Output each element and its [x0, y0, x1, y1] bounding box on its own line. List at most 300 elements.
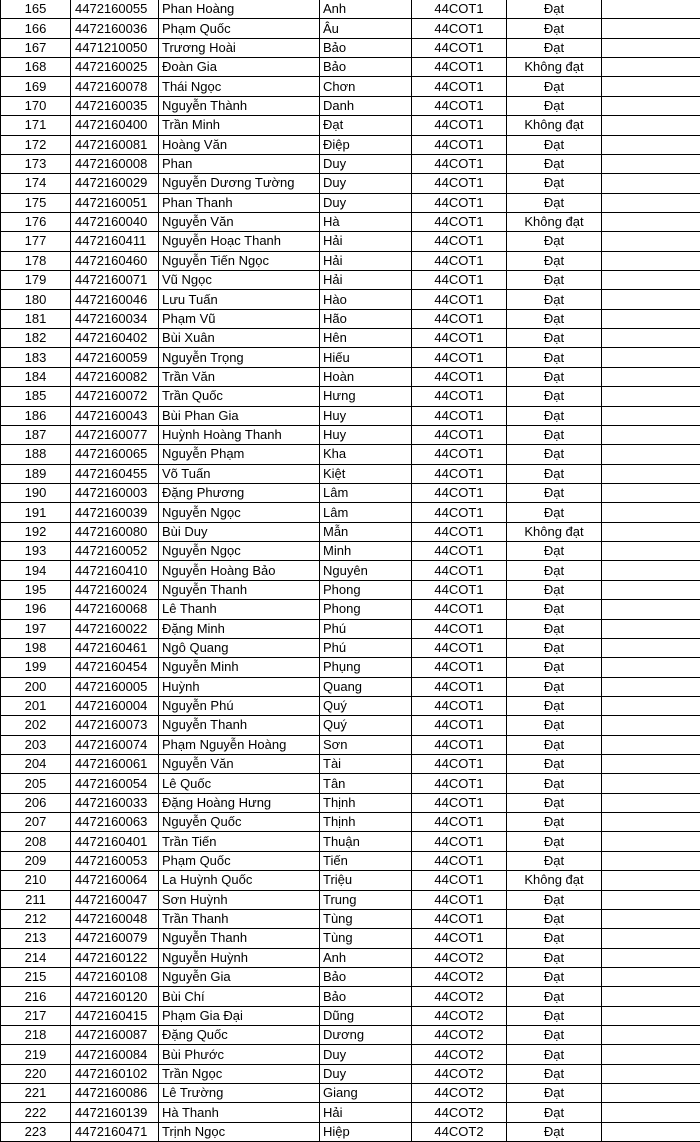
empty-cell: [602, 851, 700, 870]
student-id-cell: 4472160120: [71, 987, 159, 1006]
family-name-cell: Nguyễn Phú: [159, 696, 320, 715]
result-cell: Đạt: [507, 851, 602, 870]
empty-cell: [602, 0, 700, 19]
family-name-cell: Phan Thanh: [159, 193, 320, 212]
result-cell: Đạt: [507, 580, 602, 599]
row-number-cell: 218: [1, 1026, 71, 1045]
given-name-cell: Duy: [320, 1064, 412, 1083]
table-row: [1, 813, 700, 832]
empty-cell: [602, 271, 700, 290]
row-number-cell: 212: [1, 909, 71, 928]
table-row: [1, 522, 700, 541]
result-cell: Đạt: [507, 232, 602, 251]
empty-cell: [602, 638, 700, 657]
family-name-cell: Lê Thanh: [159, 600, 320, 619]
result-cell: Đạt: [507, 348, 602, 367]
class-cell: 44COT2: [412, 967, 507, 986]
row-number-cell: 207: [1, 813, 71, 832]
family-name-cell: Phan: [159, 154, 320, 173]
given-name-cell: Bảo: [320, 987, 412, 1006]
class-cell: 44COT1: [412, 406, 507, 425]
empty-cell: [602, 193, 700, 212]
table-row: [1, 96, 700, 115]
class-cell: 44COT1: [412, 793, 507, 812]
student-id-cell: 4472160063: [71, 813, 159, 832]
given-name-cell: Thịnh: [320, 793, 412, 812]
result-cell: Đạt: [507, 658, 602, 677]
row-number-cell: 201: [1, 696, 71, 715]
table-row: [1, 348, 700, 367]
class-cell: 44COT1: [412, 154, 507, 173]
given-name-cell: Huy: [320, 406, 412, 425]
family-name-cell: Lê Trường: [159, 1084, 320, 1103]
family-name-cell: Phạm Quốc: [159, 19, 320, 38]
row-number-cell: 185: [1, 387, 71, 406]
empty-cell: [602, 116, 700, 135]
family-name-cell: Phạm Vũ: [159, 309, 320, 328]
class-cell: 44COT1: [412, 503, 507, 522]
table-row: [1, 290, 700, 309]
student-id-cell: 4472160043: [71, 406, 159, 425]
empty-cell: [602, 232, 700, 251]
empty-cell: [602, 1103, 700, 1122]
student-id-cell: 4472160065: [71, 445, 159, 464]
given-name-cell: Tài: [320, 755, 412, 774]
result-cell: Đạt: [507, 464, 602, 483]
empty-cell: [602, 348, 700, 367]
family-name-cell: Nguyễn Gia: [159, 967, 320, 986]
given-name-cell: Quý: [320, 696, 412, 715]
result-cell: Đạt: [507, 967, 602, 986]
class-cell: 44COT1: [412, 658, 507, 677]
given-name-cell: Bảo: [320, 967, 412, 986]
row-number-cell: 214: [1, 948, 71, 967]
table-row: [1, 716, 700, 735]
student-id-cell: 4472160004: [71, 696, 159, 715]
given-name-cell: Chơn: [320, 77, 412, 96]
class-cell: 44COT1: [412, 638, 507, 657]
empty-cell: [602, 813, 700, 832]
row-number-cell: 190: [1, 483, 71, 502]
row-number-cell: 209: [1, 851, 71, 870]
student-id-cell: 4472160139: [71, 1103, 159, 1122]
empty-cell: [602, 871, 700, 890]
class-cell: 44COT1: [412, 58, 507, 77]
given-name-cell: Tiến: [320, 851, 412, 870]
family-name-cell: Trần Ngọc: [159, 1064, 320, 1083]
family-name-cell: Nguyễn Thanh: [159, 929, 320, 948]
student-id-cell: 4472160024: [71, 580, 159, 599]
student-id-cell: 4472160061: [71, 755, 159, 774]
row-number-cell: 169: [1, 77, 71, 96]
class-cell: 44COT1: [412, 96, 507, 115]
class-cell: 44COT1: [412, 348, 507, 367]
given-name-cell: Hưng: [320, 387, 412, 406]
table-row: [1, 329, 700, 348]
class-cell: 44COT1: [412, 329, 507, 348]
class-cell: 44COT1: [412, 271, 507, 290]
result-cell: Đạt: [507, 561, 602, 580]
table-row: [1, 967, 700, 986]
empty-cell: [602, 309, 700, 328]
family-name-cell: Nguyễn Văn: [159, 755, 320, 774]
student-id-cell: 4472160122: [71, 948, 159, 967]
given-name-cell: Hoàn: [320, 367, 412, 386]
table-row: [1, 212, 700, 231]
given-name-cell: Duy: [320, 193, 412, 212]
family-name-cell: Đặng Hoàng Hưng: [159, 793, 320, 812]
empty-cell: [602, 987, 700, 1006]
result-cell: Đạt: [507, 793, 602, 812]
student-id-cell: 4472160081: [71, 135, 159, 154]
table-row: [1, 135, 700, 154]
result-cell: Đạt: [507, 38, 602, 57]
family-name-cell: Trần Minh: [159, 116, 320, 135]
result-cell: Đạt: [507, 193, 602, 212]
student-id-cell: 4472160102: [71, 1064, 159, 1083]
table-row: [1, 116, 700, 135]
given-name-cell: Danh: [320, 96, 412, 115]
row-number-cell: 186: [1, 406, 71, 425]
class-cell: 44COT2: [412, 1084, 507, 1103]
class-cell: 44COT1: [412, 232, 507, 251]
student-id-cell: 4472160068: [71, 600, 159, 619]
given-name-cell: Tùng: [320, 929, 412, 948]
result-cell: Đạt: [507, 271, 602, 290]
row-number-cell: 176: [1, 212, 71, 231]
table-row: [1, 542, 700, 561]
family-name-cell: Nguyễn Văn: [159, 212, 320, 231]
empty-cell: [602, 832, 700, 851]
given-name-cell: Tùng: [320, 909, 412, 928]
class-cell: 44COT1: [412, 193, 507, 212]
family-name-cell: Bùi Chí: [159, 987, 320, 1006]
family-name-cell: Nguyễn Tiến Ngọc: [159, 251, 320, 270]
empty-cell: [602, 19, 700, 38]
student-id-cell: 4472160036: [71, 19, 159, 38]
class-cell: 44COT1: [412, 677, 507, 696]
result-cell: Đạt: [507, 1084, 602, 1103]
family-name-cell: Trần Văn: [159, 367, 320, 386]
student-id-cell: 4472160087: [71, 1026, 159, 1045]
given-name-cell: Lâm: [320, 503, 412, 522]
table-row: [1, 909, 700, 928]
class-cell: 44COT1: [412, 290, 507, 309]
class-cell: 44COT1: [412, 77, 507, 96]
student-id-cell: 4472160072: [71, 387, 159, 406]
empty-cell: [602, 38, 700, 57]
row-number-cell: 213: [1, 929, 71, 948]
table-row: [1, 987, 700, 1006]
class-cell: 44COT1: [412, 561, 507, 580]
empty-cell: [602, 1122, 700, 1141]
result-cell: Đạt: [507, 154, 602, 173]
given-name-cell: Quang: [320, 677, 412, 696]
result-cell: Đạt: [507, 774, 602, 793]
given-name-cell: Nguyên: [320, 561, 412, 580]
table-row: [1, 19, 700, 38]
given-name-cell: Hên: [320, 329, 412, 348]
student-id-cell: 4472160108: [71, 967, 159, 986]
student-id-cell: 4472160048: [71, 909, 159, 928]
row-number-cell: 217: [1, 1006, 71, 1025]
table-row: [1, 755, 700, 774]
given-name-cell: Hão: [320, 309, 412, 328]
family-name-cell: Vũ Ngọc: [159, 271, 320, 290]
class-cell: 44COT1: [412, 774, 507, 793]
table-row: [1, 464, 700, 483]
empty-cell: [602, 1045, 700, 1064]
family-name-cell: Nguyễn Dương Tường: [159, 174, 320, 193]
class-cell: 44COT1: [412, 600, 507, 619]
empty-cell: [602, 735, 700, 754]
empty-cell: [602, 251, 700, 270]
given-name-cell: Kiệt: [320, 464, 412, 483]
row-number-cell: 165: [1, 0, 71, 19]
empty-cell: [602, 619, 700, 638]
student-id-cell: 4472160035: [71, 96, 159, 115]
table-row: [1, 387, 700, 406]
table-row: [1, 0, 700, 19]
empty-cell: [602, 1026, 700, 1045]
row-number-cell: 188: [1, 445, 71, 464]
family-name-cell: Lưu Tuấn: [159, 290, 320, 309]
row-number-cell: 191: [1, 503, 71, 522]
given-name-cell: Giang: [320, 1084, 412, 1103]
row-number-cell: 199: [1, 658, 71, 677]
table-row: [1, 890, 700, 909]
given-name-cell: Bảo: [320, 38, 412, 57]
empty-cell: [602, 677, 700, 696]
row-number-cell: 166: [1, 19, 71, 38]
row-number-cell: 215: [1, 967, 71, 986]
empty-cell: [602, 948, 700, 967]
table-row: [1, 735, 700, 754]
empty-cell: [602, 929, 700, 948]
class-cell: 44COT1: [412, 909, 507, 928]
class-cell: 44COT1: [412, 387, 507, 406]
family-name-cell: Nguyễn Minh: [159, 658, 320, 677]
table-row: [1, 1103, 700, 1122]
student-id-cell: 4472160461: [71, 638, 159, 657]
result-cell: Đạt: [507, 638, 602, 657]
empty-cell: [602, 425, 700, 444]
table-row: [1, 1045, 700, 1064]
row-number-cell: 182: [1, 329, 71, 348]
given-name-cell: Dũng: [320, 1006, 412, 1025]
empty-cell: [602, 716, 700, 735]
family-name-cell: Bùi Phước: [159, 1045, 320, 1064]
row-number-cell: 196: [1, 600, 71, 619]
table-row: [1, 483, 700, 502]
class-cell: 44COT2: [412, 987, 507, 1006]
empty-cell: [602, 329, 700, 348]
table-body: [1, 0, 700, 1142]
class-cell: 44COT2: [412, 948, 507, 967]
given-name-cell: Tân: [320, 774, 412, 793]
given-name-cell: Lâm: [320, 483, 412, 502]
student-id-cell: 4472160052: [71, 542, 159, 561]
student-id-cell: 4472160059: [71, 348, 159, 367]
table-row: [1, 193, 700, 212]
row-number-cell: 193: [1, 542, 71, 561]
row-number-cell: 184: [1, 367, 71, 386]
student-id-cell: 4471210050: [71, 38, 159, 57]
table-row: [1, 1122, 700, 1141]
row-number-cell: 220: [1, 1064, 71, 1083]
empty-cell: [602, 77, 700, 96]
family-name-cell: Nguyễn Trọng: [159, 348, 320, 367]
class-cell: 44COT1: [412, 522, 507, 541]
empty-cell: [602, 1064, 700, 1083]
row-number-cell: 219: [1, 1045, 71, 1064]
class-cell: 44COT1: [412, 135, 507, 154]
class-cell: 44COT2: [412, 1103, 507, 1122]
family-name-cell: Nguyễn Quốc: [159, 813, 320, 832]
family-name-cell: Phạm Gia Đại: [159, 1006, 320, 1025]
row-number-cell: 203: [1, 735, 71, 754]
row-number-cell: 183: [1, 348, 71, 367]
result-cell: Không đạt: [507, 522, 602, 541]
table-row: [1, 38, 700, 57]
given-name-cell: Hào: [320, 290, 412, 309]
class-cell: 44COT1: [412, 251, 507, 270]
result-cell: Đạt: [507, 948, 602, 967]
class-cell: 44COT2: [412, 1026, 507, 1045]
result-cell: Đạt: [507, 1064, 602, 1083]
result-cell: Đạt: [507, 367, 602, 386]
table-row: [1, 503, 700, 522]
row-number-cell: 210: [1, 871, 71, 890]
student-id-cell: 4472160411: [71, 232, 159, 251]
family-name-cell: Huỳnh: [159, 677, 320, 696]
empty-cell: [602, 909, 700, 928]
table-row: [1, 425, 700, 444]
class-cell: 44COT2: [412, 1045, 507, 1064]
result-cell: Không đạt: [507, 212, 602, 231]
student-id-cell: 4472160053: [71, 851, 159, 870]
empty-cell: [602, 774, 700, 793]
result-cell: Đạt: [507, 251, 602, 270]
class-cell: 44COT1: [412, 832, 507, 851]
result-cell: Đạt: [507, 1026, 602, 1045]
result-cell: Đạt: [507, 696, 602, 715]
family-name-cell: Trương Hoài: [159, 38, 320, 57]
empty-cell: [602, 1084, 700, 1103]
table-row: [1, 619, 700, 638]
family-name-cell: Bùi Duy: [159, 522, 320, 541]
student-id-cell: 4472160046: [71, 290, 159, 309]
student-id-cell: 4472160410: [71, 561, 159, 580]
student-id-cell: 4472160005: [71, 677, 159, 696]
class-cell: 44COT1: [412, 696, 507, 715]
result-cell: Không đạt: [507, 116, 602, 135]
family-name-cell: Trịnh Ngọc: [159, 1122, 320, 1141]
table-row: [1, 77, 700, 96]
given-name-cell: Duy: [320, 174, 412, 193]
row-number-cell: 208: [1, 832, 71, 851]
result-cell: Không đạt: [507, 58, 602, 77]
given-name-cell: Đạt: [320, 116, 412, 135]
family-name-cell: Đặng Quốc: [159, 1026, 320, 1045]
student-id-cell: 4472160034: [71, 309, 159, 328]
table-row: [1, 793, 700, 812]
family-name-cell: Nguyễn Huỳnh: [159, 948, 320, 967]
given-name-cell: Dương: [320, 1026, 412, 1045]
given-name-cell: Hải: [320, 271, 412, 290]
class-cell: 44COT1: [412, 483, 507, 502]
student-id-cell: 4472160084: [71, 1045, 159, 1064]
result-cell: Đạt: [507, 832, 602, 851]
student-id-cell: 4472160455: [71, 464, 159, 483]
empty-cell: [602, 522, 700, 541]
family-name-cell: Phạm Nguyễn Hoàng: [159, 735, 320, 754]
table-row: [1, 445, 700, 464]
result-cell: Đạt: [507, 77, 602, 96]
student-id-cell: 4472160025: [71, 58, 159, 77]
student-id-cell: 4472160074: [71, 735, 159, 754]
given-name-cell: Anh: [320, 0, 412, 19]
family-name-cell: Trần Tiến: [159, 832, 320, 851]
table-row: [1, 232, 700, 251]
table-row: [1, 871, 700, 890]
student-id-cell: 4472160029: [71, 174, 159, 193]
family-name-cell: Đặng Phương: [159, 483, 320, 502]
class-cell: 44COT1: [412, 871, 507, 890]
family-name-cell: Hoàng Văn: [159, 135, 320, 154]
given-name-cell: Phong: [320, 600, 412, 619]
family-name-cell: Sơn Huỳnh: [159, 890, 320, 909]
given-name-cell: Quý: [320, 716, 412, 735]
empty-cell: [602, 658, 700, 677]
given-name-cell: Huy: [320, 425, 412, 444]
student-id-cell: 4472160054: [71, 774, 159, 793]
table-row: [1, 1026, 700, 1045]
result-cell: Đạt: [507, 503, 602, 522]
row-number-cell: 177: [1, 232, 71, 251]
empty-cell: [602, 58, 700, 77]
student-id-cell: 4472160033: [71, 793, 159, 812]
empty-cell: [602, 542, 700, 561]
result-cell: Đạt: [507, 600, 602, 619]
family-name-cell: Võ Tuấn: [159, 464, 320, 483]
empty-cell: [602, 464, 700, 483]
result-cell: Đạt: [507, 425, 602, 444]
given-name-cell: Hải: [320, 251, 412, 270]
result-cell: Đạt: [507, 1103, 602, 1122]
result-cell: Đạt: [507, 716, 602, 735]
given-name-cell: Âu: [320, 19, 412, 38]
student-id-cell: 4472160086: [71, 1084, 159, 1103]
class-cell: 44COT1: [412, 851, 507, 870]
family-name-cell: Nguyễn Ngọc: [159, 503, 320, 522]
table-row: [1, 832, 700, 851]
row-number-cell: 168: [1, 58, 71, 77]
student-id-cell: 4472160073: [71, 716, 159, 735]
student-id-cell: 4472160401: [71, 832, 159, 851]
row-number-cell: 170: [1, 96, 71, 115]
table-row: [1, 1064, 700, 1083]
given-name-cell: Thuận: [320, 832, 412, 851]
class-cell: 44COT1: [412, 309, 507, 328]
result-cell: Đạt: [507, 387, 602, 406]
class-cell: 44COT1: [412, 19, 507, 38]
table-row: [1, 271, 700, 290]
table-row: [1, 154, 700, 173]
row-number-cell: 180: [1, 290, 71, 309]
class-cell: 44COT2: [412, 1006, 507, 1025]
class-cell: 44COT1: [412, 116, 507, 135]
